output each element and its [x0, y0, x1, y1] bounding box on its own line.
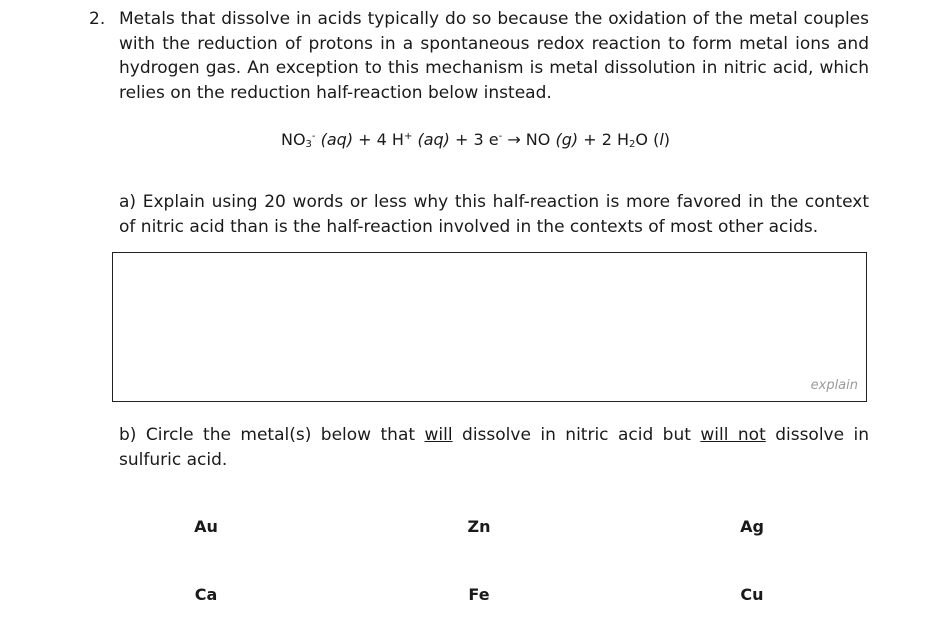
metal-au[interactable]: Au [194, 517, 218, 536]
eq-l-close: ) [663, 130, 671, 149]
part-b-will-not: will not [700, 425, 766, 445]
part-b-prompt [119, 423, 869, 472]
eq-plus-2: + 3 e [455, 130, 499, 149]
explain-placeholder: explain [810, 378, 858, 393]
eq-no3-sub: 3 [305, 139, 312, 150]
metal-cu[interactable]: Cu [740, 585, 764, 604]
metal-fe[interactable]: Fe [468, 585, 490, 604]
eq-plus-1: + 4 H [358, 130, 404, 149]
half-reaction-equation [0, 128, 951, 152]
eq-o: O [635, 130, 648, 149]
metal-ca[interactable]: Ca [194, 585, 218, 604]
eq-plus-3: + 2 H [583, 130, 629, 149]
part-b-text-1: b) Circle the metal(s) below that [119, 425, 416, 445]
answer-box[interactable] [112, 252, 867, 402]
eq-aq-2: (aq) [417, 130, 450, 149]
part-b-will: will [424, 425, 453, 445]
eq-e-charge: - [498, 131, 503, 142]
eq-h-charge: + [403, 131, 413, 142]
eq-h2o-sub: 2 [629, 139, 636, 150]
part-b-text-2: dissolve in nitric acid but [462, 425, 691, 445]
part-a-prompt: a) Explain using 20 words or less why this half-reaction is more favored in the context of nitric acid than is the half-reaction involved in the contexts of most other acids. [119, 192, 869, 237]
metal-zn[interactable]: Zn [467, 517, 491, 536]
eq-no3-charge: - [311, 131, 316, 142]
eq-arrow: → NO [507, 130, 551, 149]
eq-l-open: ( [653, 130, 660, 149]
eq-no3: NO [280, 130, 306, 149]
part-b-text-3: dissolve in sulfuric acid. [119, 425, 870, 470]
eq-aq-1: (aq) [320, 130, 354, 149]
eq-l: l [659, 130, 664, 149]
metal-ag[interactable]: Ag [740, 517, 764, 536]
eq-g: (g) [555, 130, 579, 149]
question-intro: Metals that dissolve in acids typically do so because the oxidation of the metal couples with the reduction of protons in a spontaneous redox reaction to form metal ions and hydrogen gas. An exception to this mechanism is metal dissolution in nitric acid, which relies on the reduction half-reaction below instead. [119, 9, 869, 103]
question-number: 2. [89, 9, 106, 29]
